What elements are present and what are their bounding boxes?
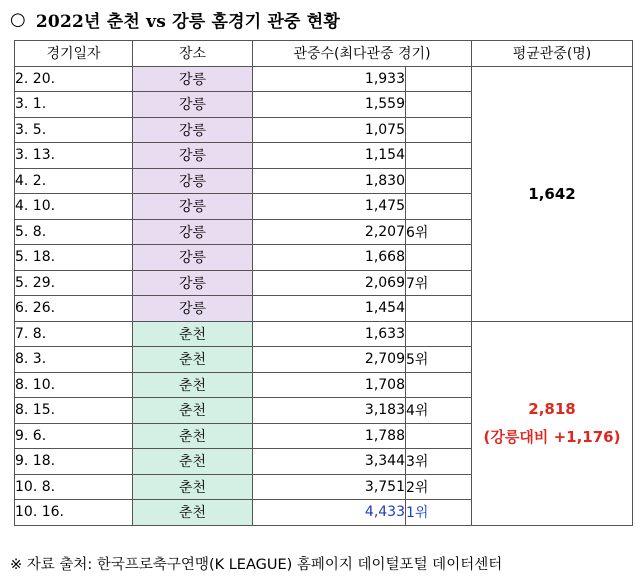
date-cell: 9. 6. — [15, 423, 133, 449]
rank-cell — [406, 296, 472, 322]
rank-cell: 6위 — [406, 219, 472, 245]
date-cell: 8. 15. — [15, 398, 133, 424]
attendance-cell: 1,668 — [253, 245, 406, 271]
attendance-cell: 3,751 — [253, 474, 406, 500]
date-cell: 10. 8. — [15, 474, 133, 500]
date-cell: 8. 10. — [15, 372, 133, 398]
venue-cell: 강릉 — [133, 219, 253, 245]
attendance-cell: 1,708 — [253, 372, 406, 398]
venue-cell: 강릉 — [133, 270, 253, 296]
date-cell: 9. 18. — [15, 449, 133, 475]
attendance-cell: 1,475 — [253, 194, 406, 220]
rank-cell: 2위 — [406, 474, 472, 500]
rank-cell — [406, 372, 472, 398]
gangneung-average-value: 1,642 — [528, 184, 576, 203]
attendance-cell: 1,830 — [253, 168, 406, 194]
attendance-cell: 3,344 — [253, 449, 406, 475]
rank-cell: 3위 — [406, 449, 472, 475]
date-cell: 5. 8. — [15, 219, 133, 245]
rank-cell: 1위 — [406, 500, 472, 526]
venue-cell: 춘천 — [133, 372, 253, 398]
header-date: 경기일자 — [15, 41, 133, 67]
rank-cell — [406, 117, 472, 143]
venue-cell: 강릉 — [133, 194, 253, 220]
venue-cell: 강릉 — [133, 143, 253, 169]
attendance-cell: 1,454 — [253, 296, 406, 322]
date-cell: 6. 26. — [15, 296, 133, 322]
date-cell: 8. 3. — [15, 347, 133, 373]
venue-cell: 춘천 — [133, 398, 253, 424]
rank-cell: 7위 — [406, 270, 472, 296]
rank-cell: 5위 — [406, 347, 472, 373]
attendance-cell: 4,433 — [253, 500, 406, 526]
attendance-cell: 1,633 — [253, 321, 406, 347]
rank-cell — [406, 92, 472, 118]
date-cell: 7. 8. — [15, 321, 133, 347]
gangneung-average-cell — [472, 66, 633, 321]
chuncheon-average-value: 2,818 — [528, 400, 576, 418]
header-average: 평균관중(명) — [472, 41, 633, 67]
venue-cell: 춘천 — [133, 321, 253, 347]
venue-cell: 춘천 — [133, 474, 253, 500]
attendance-cell: 1,933 — [253, 66, 406, 92]
page-title — [10, 4, 340, 34]
venue-cell: 춘천 — [133, 449, 253, 475]
table-row — [15, 321, 633, 347]
attendance-cell: 1,788 — [253, 423, 406, 449]
circle-bullet-icon: ○ — [10, 8, 26, 30]
venue-cell: 강릉 — [133, 117, 253, 143]
rank-cell — [406, 66, 472, 92]
date-cell: 2. 20. — [15, 66, 133, 92]
title-text: 2022년 춘천 vs 강릉 홈경기 관중 현황 — [35, 11, 341, 32]
attendance-cell: 1,154 — [253, 143, 406, 169]
date-cell: 4. 10. — [15, 194, 133, 220]
attendance-cell: 2,709 — [253, 347, 406, 373]
rank-cell — [406, 168, 472, 194]
table-body — [15, 66, 633, 525]
date-cell: 3. 13. — [15, 143, 133, 169]
rank-cell — [406, 194, 472, 220]
attendance-cell: 3,183 — [253, 398, 406, 424]
chuncheon-average-cell — [472, 321, 633, 525]
rank-cell — [406, 245, 472, 271]
source-footnote: ※ 자료 출처: 한국프로축구연맹(K LEAGUE) 홈페이지 데이털포털 데이터센터 — [10, 557, 503, 573]
venue-cell: 강릉 — [133, 92, 253, 118]
table-header-row — [15, 41, 633, 67]
table-row — [15, 66, 633, 92]
venue-cell: 강릉 — [133, 245, 253, 271]
attendance-cell: 1,559 — [253, 92, 406, 118]
venue-cell: 강릉 — [133, 296, 253, 322]
rank-cell — [406, 321, 472, 347]
venue-cell: 춘천 — [133, 423, 253, 449]
date-cell: 4. 2. — [15, 168, 133, 194]
rank-cell: 4위 — [406, 398, 472, 424]
date-cell: 10. 16. — [15, 500, 133, 526]
attendance-cell: 2,207 — [253, 219, 406, 245]
date-cell: 3. 1. — [15, 92, 133, 118]
attendance-cell: 1,075 — [253, 117, 406, 143]
date-cell: 5. 18. — [15, 245, 133, 271]
rank-cell — [406, 423, 472, 449]
rank-cell — [406, 143, 472, 169]
venue-cell: 춘천 — [133, 347, 253, 373]
venue-cell: 강릉 — [133, 168, 253, 194]
header-attendance: 관중수(최다관중 경기) — [253, 41, 472, 67]
venue-cell: 춘천 — [133, 500, 253, 526]
date-cell: 5. 29. — [15, 270, 133, 296]
header-venue: 장소 — [133, 41, 253, 67]
venue-cell: 강릉 — [133, 66, 253, 92]
attendance-cell: 2,069 — [253, 270, 406, 296]
date-cell: 3. 5. — [15, 117, 133, 143]
attendance-table — [14, 40, 633, 526]
chuncheon-compare-text: (강릉대비 +1,176) — [483, 428, 621, 446]
